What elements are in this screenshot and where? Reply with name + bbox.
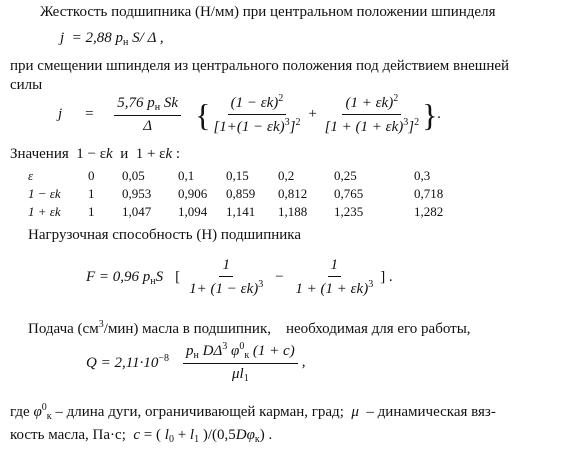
table-cell: 1,282 <box>414 204 444 219</box>
table-cell: 0,953 <box>122 186 152 201</box>
table-cell: 0,25 <box>334 168 357 183</box>
where-text-line2: кость масла, Па·с; c = ( $l_0 + l_1$ )$/(0,5D\varphi_к)$ . <box>10 427 273 445</box>
values-heading: Значения 1 − εk и 1 + εk : <box>10 146 181 162</box>
table-cell: 0,859 <box>226 186 256 201</box>
table-cell: 0 <box>88 168 95 183</box>
table-cell: 0,2 <box>278 168 295 183</box>
intro-text: Жесткость подшипника (Н/мм) при центральном положении шпинделя <box>40 4 496 20</box>
formula-F: F = 0,96 $p_нS$ [ $\frac{1}{1+ (1 - \varepsilon k)^3}$ − $\frac{1}{1 + (1 + \varepsilon k)^3}$ ] . <box>86 257 393 297</box>
table-cell: 1,047 <box>122 204 152 219</box>
table-cell: 1,188 <box>278 204 308 219</box>
table-cell: 1,141 <box>226 204 256 219</box>
table-cell: 1,094 <box>178 204 208 219</box>
table-cell: 0,1 <box>178 168 195 183</box>
table-cell: 0,765 <box>334 186 364 201</box>
where-text-line1: где $\varphi^0_к$ – длина дуги, ограничивающей карман, град; μ – динамическая вяз- <box>10 402 496 422</box>
displacement-text-line2: силы <box>10 77 43 93</box>
table-row <box>28 167 474 185</box>
table-row <box>28 185 474 203</box>
load-capacity-text: Нагрузочная способность (Н) подшипника <box>28 227 302 243</box>
table-cell: 0,718 <box>414 186 444 201</box>
table-cell: 1 <box>88 186 95 201</box>
values-table <box>28 167 474 221</box>
table-cell: 1 <box>88 204 95 219</box>
displacement-text-line1: при смещении шпинделя из центрального положения под действием внешней <box>10 58 510 74</box>
formula-j-offset: j = $\frac{5,76 p_н Sk}{\Delta}$ { $\frac{(1 - \varepsilon k)^2}{[1+(1 - \varepsilon k)^3]^2}$ + $\frac{(1 + \varepsilon k)^2}{[1 + (1 + \varepsilon k)^3]^2}$ } . <box>58 93 442 135</box>
formula-j-center: j = 2,88 $p_н$ S/ Δ , <box>60 30 164 48</box>
formula-Q: $Q = 2,11\cdot 10^{-8}$ $\frac{p_н D\Delta^3 \varphi^0_к (1 + c)}{\mu l_1}$ , <box>86 341 306 384</box>
table-row-label: 1 + εk <box>28 204 61 219</box>
table-cell: 0,05 <box>122 168 145 183</box>
table-cell: 0,812 <box>278 186 308 201</box>
table-row <box>28 203 474 221</box>
table-cell: 0,906 <box>178 186 208 201</box>
table-cell: 0,3 <box>414 168 431 183</box>
oil-feed-text: Подача $(см^3/мин)$ масла в подшипник, необходимая для его работы, <box>28 319 471 337</box>
table-row-label: ε <box>28 168 34 183</box>
table-cell: 0,15 <box>226 168 249 183</box>
table-row-label: 1 − εk <box>28 186 61 201</box>
table-cell: 1,235 <box>334 204 364 219</box>
